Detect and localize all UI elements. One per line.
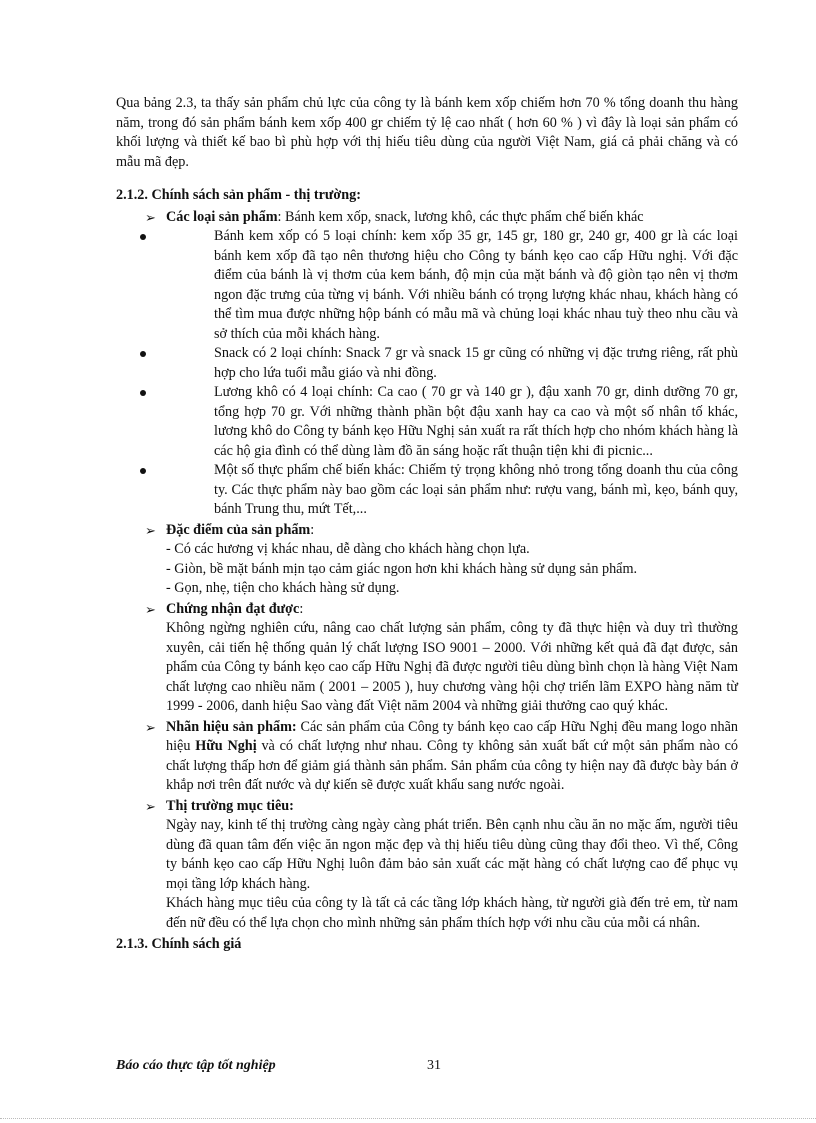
arrow-bullet-icon: ➢ (145, 601, 156, 617)
section-product-types (116, 208, 738, 520)
section-title-rest: : (299, 600, 304, 617)
section-title-rest: : (310, 521, 315, 538)
section-body: Nhãn hiệu sản phẩm: Các sản phẩm của Công ty bánh kẹo cao cấp Hữu Nghị đều mang logo nhãn hiệu Hữu Nghị và có chất lượng như nhau. Công ty không sản xuất bất cứ một sản phẩm nào có chất lượng thấp hơn để giảm giá thành sản phẩm. Sản phẩm của công ty hiện nay đã được bày bán ở khắp nơi trên đất nước và dự kiến sẽ được xuất khẩu sang nước ngoài. (166, 718, 738, 793)
section-product-features (116, 521, 738, 599)
section-title: Đặc điểm của sản phẩm (166, 521, 311, 538)
section-title: Nhãn hiệu sản phẩm: (166, 718, 297, 735)
section-title: Thị trường mục tiêu: (166, 797, 294, 814)
section-title: Các loại sản phẩm (166, 208, 278, 225)
bullet-dot-icon (140, 390, 146, 396)
intro-paragraph: Qua bảng 2.3, ta thấy sản phẩm chủ lực của công ty là bánh kem xốp chiếm hơn 70 % tổng doanh thu hàng năm, trong đó sản phẩm bánh kem xốp 400 gr chiếm tỷ lệ cao nhất ( hơn 60 % ) vì đây là loại sản phẩm có khối lượng và thiết kế bao bì phù hợp với thị hiếu tiêu dùng của người Việt Nam, giá cả phải chăng và có mẫu mã đẹp. (116, 95, 738, 170)
list-item: Snack có 2 loại chính: Snack 7 gr và snack 15 gr cũng có những vị đặc trưng riêng, rất phù hợp cho lứa tuổi mẫu giáo và nhi đồng. (166, 344, 738, 383)
bullet-dot-icon (140, 468, 146, 474)
page-number: 31 (427, 1058, 441, 1073)
arrow-bullet-icon: ➢ (145, 798, 156, 814)
section-body: Ngày nay, kinh tế thị trường càng ngày càng phát triển. Bên cạnh nhu cầu ăn no mặc ấm, người tiêu dùng đã quan tâm đến việc ăn ngon mặc đẹp và thị hiếu tiêu dùng cũng thay đổi theo. Vì thế, Công ty bánh kẹo cao cấp Hữu Nghị luôn đảm bảo sản xuất các mặt hàng có chất lượng cao để phục vụ mọi tầng lớp khách hàng. (166, 817, 738, 892)
brand-name: Hữu Nghị (195, 738, 257, 754)
section-brand (116, 718, 738, 796)
section-title: Chứng nhận đạt được (166, 600, 300, 617)
document-body (116, 94, 738, 957)
list-item: Bánh kem xốp có 5 loại chính: kem xốp 35 gr, 145 gr, 180 gr, 240 gr, 400 gr là các loại bánh kem xốp đã tạo nên thương hiệu cho Công ty bánh kẹo cao cấp Hữu nghị. Với đặc điểm của bánh là vị thơm của kem bánh, độ mịn của mặt bánh và độ giòn tạo nên vị thơm ngon đặc trưng của từng vị bánh. Với nhiều bánh có trọng lượng khác nhau, khách hàng có thể tìm mua được những hộp bánh có mẫu mã và chủng loại khác nhau tuỳ theo nhu cầu và sở thích của mỗi khách hàng. (166, 227, 738, 344)
arrow-bullet-icon: ➢ (145, 209, 156, 225)
footer-title: Báo cáo thực tập tốt nghiệp (116, 1058, 276, 1073)
section-body: Khách hàng mục tiêu của công ty là tất cả các tầng lớp khách hàng, từ người già đến trẻ em, từ nam đến nữ đều có thể lựa chọn cho mình những sản phẩm thích hợp với nhu cầu của mỗi cá nhân. (166, 895, 738, 931)
section-target-market (116, 797, 738, 934)
section-title-rest: : Bánh kem xốp, snack, lương khô, các thực phẩm chế biến khác (277, 208, 644, 225)
feature-line: - Giòn, bề mặt bánh mịn tạo cảm giác ngon hơn khi khách hàng sử dụng sản phẩm. (166, 560, 638, 577)
section-heading-212: 2.1.2. Chính sách sản phẩm - thị trường: (116, 187, 361, 203)
bullet-dot-icon (140, 351, 146, 357)
bullet-dot-icon (140, 234, 146, 240)
product-bullet-list (166, 227, 738, 520)
arrow-bullet-icon: ➢ (145, 522, 156, 538)
section-heading-213: 2.1.3. Chính sách giá (116, 936, 242, 952)
feature-line: - Gọn, nhẹ, tiện cho khách hàng sử dụng. (166, 580, 400, 596)
section-certifications (116, 600, 738, 717)
page-edge-divider (0, 1118, 816, 1119)
section-body: Không ngừng nghiên cứu, nâng cao chất lượng sản phẩm, công ty đã thực hiện và duy trì thường xuyên, cải tiến hệ thống quản lý chất lượng ISO 9001 – 2000. Với những kết quả đã đạt được, sản phẩm của Công ty bánh kẹo cao cấp Hữu Nghị đã được người tiêu dùng bình chọn là hàng Việt Nam chất lượng cao nhiều năm ( 2001 – 2005 ), huy chương vàng hội chợ triển lãm EXPO hàng năm từ 1999 - 2006, danh hiệu Sao vàng đất Việt năm 2004 và những giải thưởng cao quý khác. (166, 620, 738, 714)
list-item: Lương khô có 4 loại chính: Ca cao ( 70 gr và 140 gr ), đậu xanh 70 gr, dinh dưỡng 70 gr, tổng hợp 70 gr. Với những thành phần bột đậu xanh hay ca cao và một số nhân tố khác, lương khô do Công ty bánh kẹo Hữu Nghị sản xuất ra rất thích hợp cho nhóm khách hàng là các hộ gia đình có thể dùng làm đồ ăn sáng hoặc rất thuận tiện khi đi picnic... (166, 383, 738, 461)
arrow-bullet-icon: ➢ (145, 719, 156, 735)
list-item: Một số thực phẩm chế biến khác: Chiếm tỷ trọng không nhỏ trong tổng doanh thu của công ty. Các thực phẩm này bao gồm các loại sản phẩm như: rượu vang, bánh mì, kẹo, bánh quy, bánh Trung thu, mứt Tết,... (166, 461, 738, 520)
page-footer (116, 1058, 738, 1074)
feature-line: - Có các hương vị khác nhau, dễ dàng cho khách hàng chọn lựa. (166, 541, 530, 557)
